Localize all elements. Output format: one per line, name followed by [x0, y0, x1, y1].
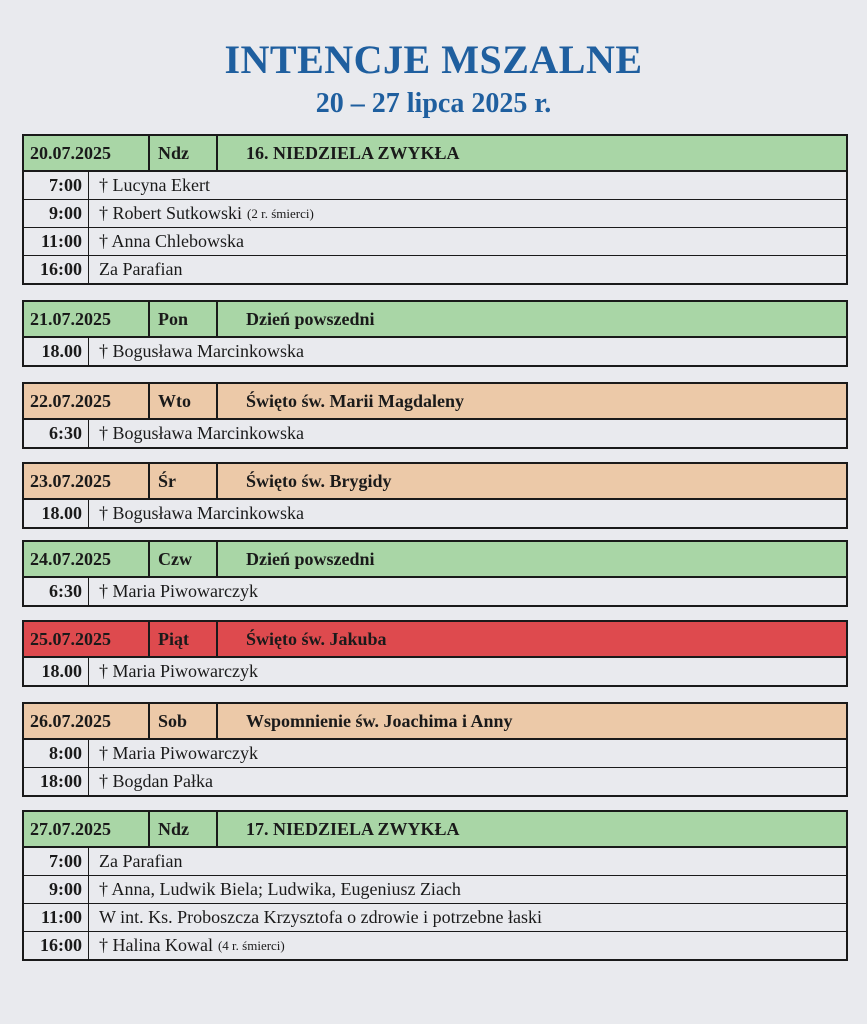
mass-time: 9:00: [24, 876, 89, 903]
mass-time: 6:30: [24, 578, 89, 605]
mass-intention: [89, 658, 846, 685]
day-of-week: Ndz: [150, 812, 218, 846]
day-header: [24, 622, 846, 658]
intention-text: † Maria Piwowarczyk: [99, 581, 258, 601]
day-block: [22, 462, 848, 529]
mass-intention: [89, 740, 846, 767]
day-of-week: Sob: [150, 704, 218, 738]
mass-row: [24, 904, 846, 932]
intention-text: W int. Ks. Proboszcza Krzysztofa o zdrowie i potrzebne łaski: [99, 907, 543, 927]
page-title: INTENCJE MSZALNE: [224, 37, 643, 82]
day-of-week: Śr: [150, 464, 218, 498]
mass-intention: [89, 200, 846, 227]
day-block: [22, 382, 848, 449]
day-date: 23.07.2025: [24, 464, 150, 498]
day-date: 25.07.2025: [24, 622, 150, 656]
mass-time: 18.00: [24, 658, 89, 685]
mass-intention: [89, 228, 846, 255]
mass-row: [24, 172, 846, 200]
day-header: [24, 136, 846, 172]
liturgical-day: Dzień powszedni: [246, 548, 375, 569]
mass-time: 16:00: [24, 932, 89, 959]
day-block: [22, 702, 848, 797]
intention-text: † Bogusława Marcinkowska: [99, 423, 304, 443]
day-header: [24, 302, 846, 338]
day-header: [24, 464, 846, 500]
day-date: 20.07.2025: [24, 136, 150, 170]
day-header: [24, 542, 846, 578]
day-header: [24, 384, 846, 420]
day-date: 26.07.2025: [24, 704, 150, 738]
mass-row: [24, 228, 846, 256]
mass-time: 18.00: [24, 338, 89, 365]
mass-intention: [89, 932, 846, 959]
mass-row: [24, 200, 846, 228]
mass-row: [24, 420, 846, 447]
mass-intention: [89, 500, 846, 527]
day-block: [22, 620, 848, 687]
day-of-week: Ndz: [150, 136, 218, 170]
day-date: 21.07.2025: [24, 302, 150, 336]
intention-text: † Bogdan Pałka: [99, 771, 213, 791]
mass-row: [24, 256, 846, 283]
mass-time: 9:00: [24, 200, 89, 227]
day-of-week: Pon: [150, 302, 218, 336]
mass-intention: [89, 420, 846, 447]
mass-time: 7:00: [24, 172, 89, 199]
mass-intention: [89, 768, 846, 795]
mass-intention: [89, 904, 846, 931]
intention-text: † Robert Sutkowski: [99, 203, 243, 223]
intention-text: Za Parafian: [99, 259, 183, 279]
day-header: [24, 704, 846, 740]
liturgical-day: 16. NIEDZIELA ZWYKŁA: [246, 142, 460, 163]
day-block: [22, 300, 848, 367]
intention-text: † Halina Kowal: [99, 935, 213, 955]
day-date: 27.07.2025: [24, 812, 150, 846]
mass-time: 6:30: [24, 420, 89, 447]
day-header: [24, 812, 846, 848]
day-block: [22, 540, 848, 607]
intention-text: † Bogusława Marcinkowska: [99, 341, 304, 361]
mass-intention: [89, 172, 846, 199]
mass-time: 8:00: [24, 740, 89, 767]
intention-text: † Maria Piwowarczyk: [99, 743, 258, 763]
mass-row: [24, 658, 846, 685]
mass-row: [24, 740, 846, 768]
intention-text: † Anna Chlebowska: [99, 231, 244, 251]
liturgical-day: Dzień powszedni: [246, 308, 375, 329]
liturgical-day: Wspomnienie św. Joachima i Anny: [246, 710, 513, 731]
mass-intention: [89, 256, 846, 283]
mass-row: [24, 338, 846, 365]
mass-row: [24, 932, 846, 959]
intention-note: (2 r. śmierci): [247, 205, 314, 221]
liturgical-day: 17. NIEDZIELA ZWYKŁA: [246, 818, 460, 839]
mass-time: 11:00: [24, 228, 89, 255]
day-block: [22, 134, 848, 285]
mass-time: 18:00: [24, 768, 89, 795]
mass-row: [24, 578, 846, 605]
mass-time: 16:00: [24, 256, 89, 283]
day-of-week: Wto: [150, 384, 218, 418]
mass-row: [24, 768, 846, 795]
liturgical-day: Święto św. Brygidy: [246, 470, 392, 491]
intention-text: † Anna, Ludwik Biela; Ludwika, Eugeniusz Ziach: [99, 879, 461, 899]
mass-row: [24, 848, 846, 876]
day-date: 22.07.2025: [24, 384, 150, 418]
day-of-week: Piąt: [150, 622, 218, 656]
intention-note: (4 r. śmierci): [217, 937, 285, 953]
mass-time: 18.00: [24, 500, 89, 527]
page-subtitle: 20 – 27 lipca 2025 r.: [315, 88, 552, 119]
liturgical-day: Święto św. Marii Magdaleny: [246, 390, 464, 411]
liturgical-day: Święto św. Jakuba: [246, 628, 387, 649]
mass-intention: [89, 338, 846, 365]
mass-time: 11:00: [24, 904, 89, 931]
mass-row: [24, 500, 846, 527]
intention-text: † Lucyna Ekert: [99, 175, 210, 195]
day-of-week: Czw: [150, 542, 218, 576]
intention-text: † Maria Piwowarczyk: [99, 661, 258, 681]
mass-time: 7:00: [24, 848, 89, 875]
intention-text: † Bogusława Marcinkowska: [99, 503, 304, 523]
intention-text: Za Parafian: [99, 851, 183, 871]
day-block: [22, 810, 848, 961]
mass-row: [24, 876, 846, 904]
mass-intention: [89, 876, 846, 903]
mass-intention: [89, 848, 846, 875]
day-date: 24.07.2025: [24, 542, 150, 576]
mass-intention: [89, 578, 846, 605]
